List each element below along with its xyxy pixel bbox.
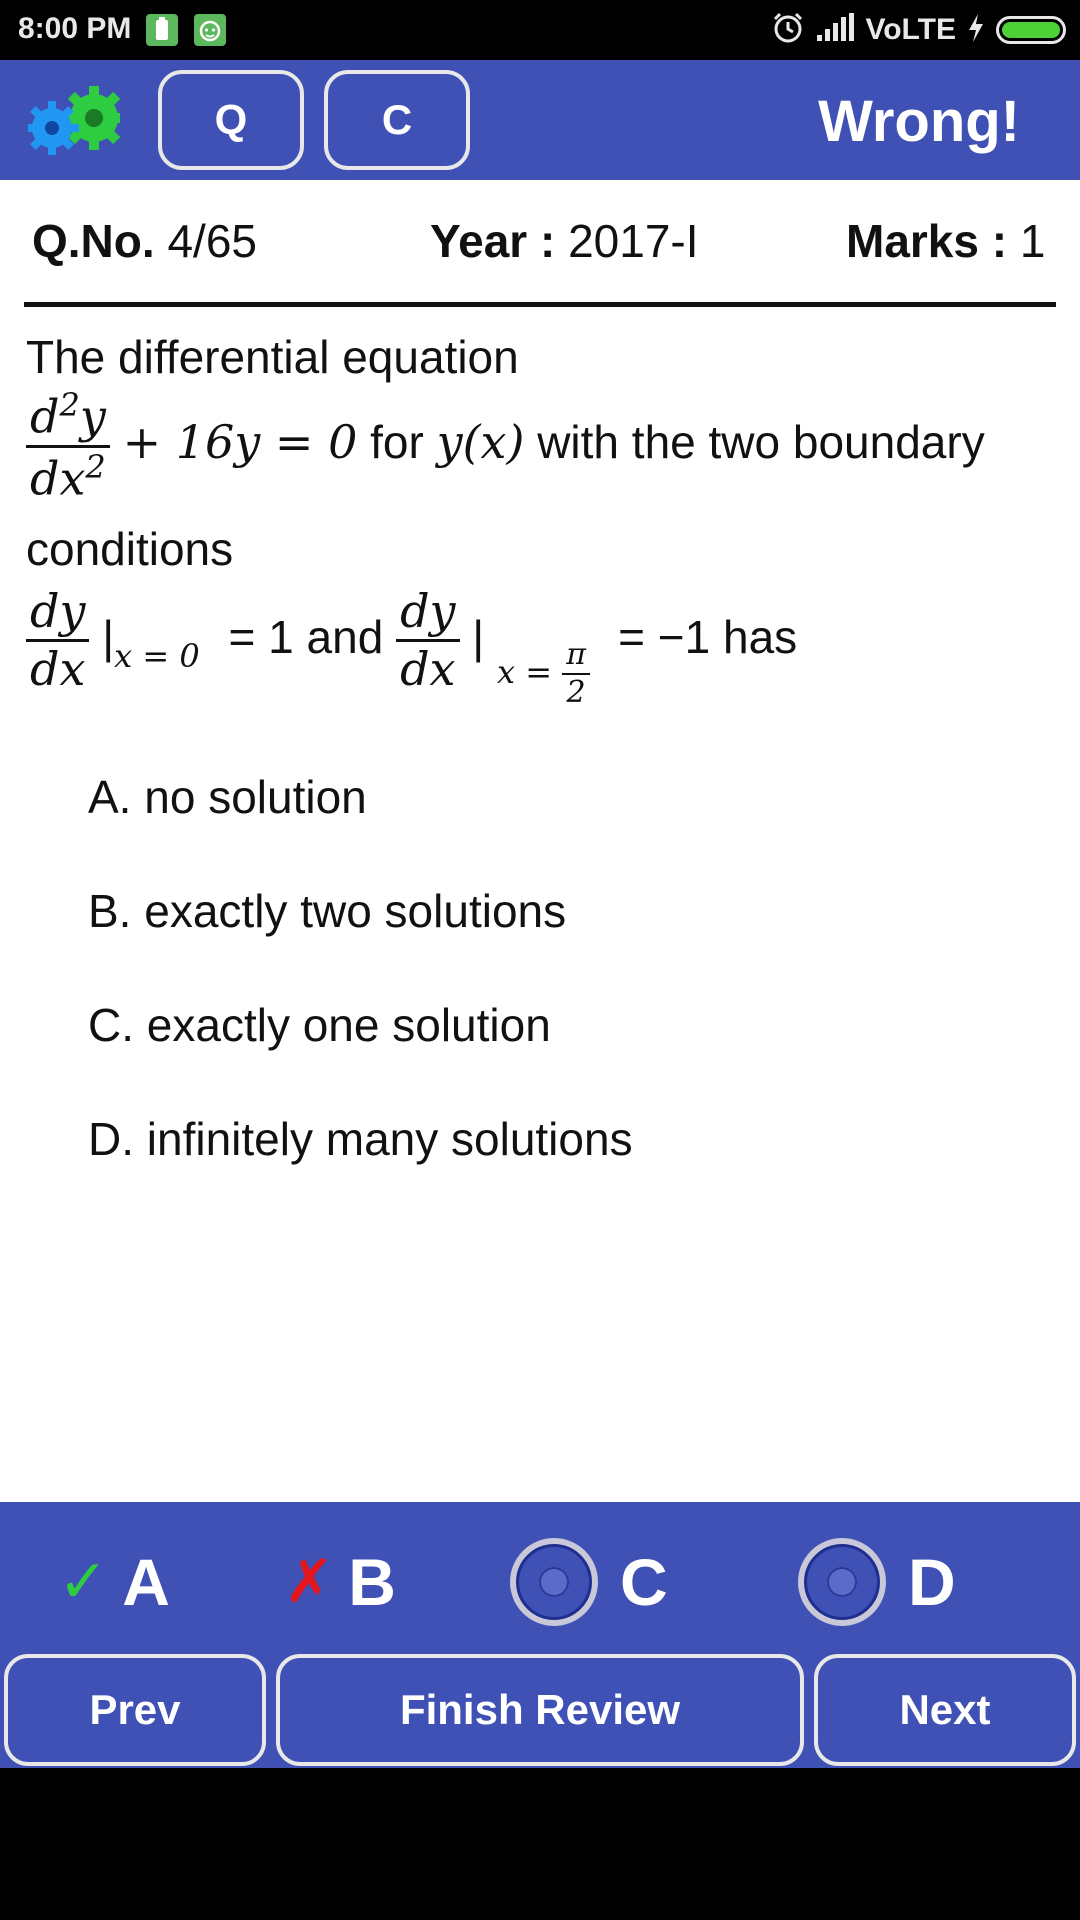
question-marks: Marks : 1 <box>846 215 1046 267</box>
question-content <box>0 180 1080 1502</box>
nav-bar <box>0 1652 1080 1768</box>
condition-2-subscript: x = π 2 <box>497 653 600 691</box>
option-c: C. exactly one solution <box>88 999 551 1051</box>
option-a: A. no solution <box>88 771 367 823</box>
radio-c-icon[interactable] <box>510 1538 598 1626</box>
cross-icon: ✗ <box>284 1548 335 1615</box>
question-number: Q.No. 4/65 <box>32 215 257 267</box>
question-year: Year : 2017-I <box>430 215 699 267</box>
app-header <box>0 60 1080 180</box>
network-type: VoLTE <box>865 13 956 46</box>
option-d: D. infinitely many solutions <box>88 1113 633 1165</box>
finish-review-button[interactable]: Finish Review <box>276 1654 804 1766</box>
result-status: Wrong! <box>818 89 1020 154</box>
first-derivative: $\frac{dy}{dx}$ <box>26 584 89 697</box>
next-button[interactable]: Next <box>814 1654 1076 1766</box>
question-line-3: conditions <box>26 523 234 575</box>
condition-1-subscript: x = 0 <box>114 636 200 675</box>
answer-b[interactable]: ✗ B <box>284 1545 396 1619</box>
first-derivative-2: $\frac{dy}{dx}$ <box>396 584 459 697</box>
answer-c[interactable]: C <box>510 1542 668 1622</box>
question-meta <box>0 180 1080 300</box>
prev-button[interactable]: Prev <box>4 1654 266 1766</box>
radio-d-icon[interactable] <box>798 1538 886 1626</box>
divider <box>24 302 1056 307</box>
status-time: 8:00 PM <box>18 12 132 45</box>
battery-icon <box>996 16 1066 44</box>
status-bar <box>0 0 1080 60</box>
check-icon: ✓ <box>58 1548 109 1615</box>
android-icon <box>194 14 226 46</box>
c-button[interactable]: C <box>324 70 470 170</box>
question-line-1: The differential equation <box>26 331 519 383</box>
second-derivative: $\frac{d^2y}{dx^2}$ <box>26 386 110 506</box>
bottom-area <box>0 1768 1080 1920</box>
question-button[interactable]: Q <box>158 70 304 170</box>
answer-a[interactable]: ✓ A <box>58 1545 170 1619</box>
gears-logo-icon[interactable] <box>28 82 120 162</box>
alarm-icon <box>771 11 805 50</box>
option-b: B. exactly two solutions <box>88 885 567 937</box>
battery-saver-icon <box>146 14 178 46</box>
question-line-4: $\frac{dy}{dx}$ $|_{x = 0} = 1$ and $\frac{dy}{dx}$ | $_{x = \frac{\pi}{2}}$ = −1 has <box>26 584 797 711</box>
signal-icon <box>815 13 855 48</box>
status-right <box>771 10 1066 50</box>
charging-icon <box>966 12 986 49</box>
answer-bar <box>0 1502 1080 1652</box>
answer-d[interactable]: D <box>798 1542 956 1622</box>
question-line-2: $\frac{d^2y}{dx^2}$ + 16y = 0 for y(x) with the two boundary <box>26 386 985 506</box>
equation-term: + 16y = 0 <box>122 415 358 470</box>
